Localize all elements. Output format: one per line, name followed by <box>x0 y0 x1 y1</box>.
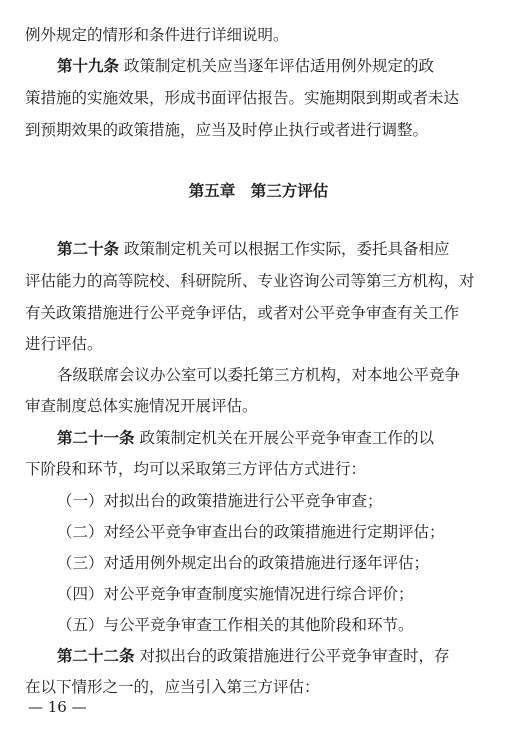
article-20-line <box>57 238 449 260</box>
list-item <box>57 614 414 636</box>
text-line <box>25 270 475 292</box>
text-content: 对拟出台的政策措施进行公平竞争审查时，存 <box>139 647 450 665</box>
article-22-line <box>57 645 449 667</box>
text-line <box>25 676 320 698</box>
text-line <box>25 395 258 417</box>
text-content: 在以下情形之一的，应当引入第三方评估： <box>25 678 320 696</box>
text-content: （三）对适用例外规定出台的政策措施进行逐年评估； <box>57 554 430 572</box>
text-line <box>25 302 459 324</box>
chapter-title: 第五章 第三方评估 <box>188 182 329 200</box>
text-content: 例外规定的情形和条件进行详细说明。 <box>25 26 289 44</box>
text-content: 策措施的实施效果，形成书面评估报告。实施期限到期或者未达 <box>25 89 460 107</box>
text-content: （二）对经公平竞争审查出台的政策措施进行定期评估； <box>57 523 445 541</box>
text-content: 到预期效果的政策措施，应当及时停止执行或者进行调整。 <box>25 121 429 139</box>
list-item <box>57 552 429 574</box>
text-line <box>25 333 103 355</box>
article-heading: 第二十条 <box>57 240 120 258</box>
list-item <box>57 490 383 512</box>
text-content: 有关政策措施进行公平竞争评估，或者对公平竞争审查有关工作 <box>25 304 460 322</box>
text-content: 评估能力的高等院校、科研院所、专业咨询公司等第三方机构，对 <box>25 272 475 290</box>
text-content: 政策制定机关应当逐年评估适用例外规定的政 <box>123 57 434 75</box>
article-heading: 第二十一条 <box>57 429 135 447</box>
text-line <box>25 24 289 46</box>
text-content: 政策制定机关可以根据工作实际，委托具备相应 <box>123 240 450 258</box>
article-heading: 第十九条 <box>57 57 120 75</box>
page-number: — 16 — <box>28 698 87 716</box>
article-21-line <box>57 427 434 449</box>
article-heading: 第二十二条 <box>57 647 135 665</box>
text-content: 各级联席会议办公室可以委托第三方机构，对本地公平竞争 <box>57 366 461 384</box>
text-content: （四）对公平竞争审查制度实施情况进行综合评价； <box>57 585 414 603</box>
text-line <box>25 119 428 141</box>
text-content: 政策制定机关在开展公平竞争审查工作的以 <box>139 429 434 447</box>
text-content: 下阶段和环节，均可以采取第三方评估方式进行： <box>25 460 367 478</box>
list-item <box>57 583 414 605</box>
text-content: （五）与公平竞争审查工作相关的其他阶段和环节。 <box>57 616 414 634</box>
text-content: 审查制度总体实施情况开展评估。 <box>25 397 258 415</box>
text-line <box>25 458 366 480</box>
article-19-line <box>57 55 434 77</box>
list-item <box>57 521 445 543</box>
text-content: 进行评估。 <box>25 335 103 353</box>
text-content: （一）对拟出台的政策措施进行公平竞争审查； <box>57 492 383 510</box>
text-line <box>25 87 459 109</box>
text-line <box>57 364 460 386</box>
